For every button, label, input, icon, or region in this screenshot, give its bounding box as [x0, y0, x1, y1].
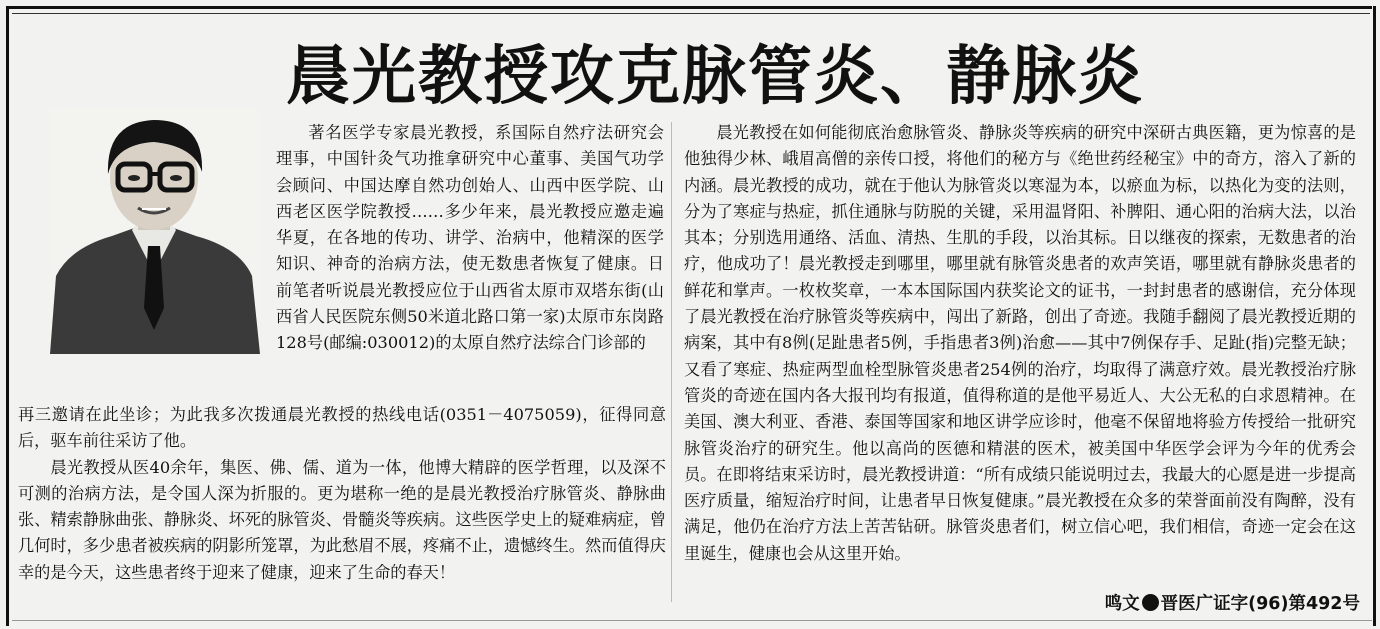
frame-left-border — [6, 6, 9, 626]
frame-inner-rule — [12, 13, 1370, 14]
intro-paragraph — [276, 120, 664, 357]
registration-line — [1040, 590, 1360, 618]
frame-top-border — [6, 6, 1372, 9]
right-column — [684, 120, 1356, 567]
left-column-lower — [18, 402, 666, 586]
column-divider — [671, 122, 672, 602]
intro-text: 著名医学专家晨光教授，系国际自然疗法研究会理事，中国针灸气功推拿研究中心董事、美国气功学会顾问、中国达摩自然功创始人、山西中医学院、山西老区医学院教授……多少年来，晨光教授应邀走遍华夏，在各地的传功、讲学、治病中，他精深的医学知识、神奇的治病方法，使无数患者恢复了健康。日前笔者听说晨光教授应位于山西省太原市双塔东街(山西省人民医院东侧50米道北路口第一家)太原市东岗路128号(邮编:030012)的太原自然疗法综合门诊部的 — [276, 123, 664, 353]
portrait-photo — [50, 108, 260, 354]
frame-right-border — [1373, 6, 1376, 626]
paragraph-two: 晨光教授从医40余年，集医、佛、儒、道为一体，他博大精辟的医学哲理，以及深不可测的治病方法，是令国人深为折服的。更为堪称一绝的是晨光教授治疗脉管炎、静脉曲张、精索静脉曲张、静脉炎、坏死的脉管炎、骨髓炎等疾病。这些医学史上的疑难病症，曾几何时，多少患者被疾病的阴影所笼罩，为此愁眉不展，疼痛不止，遗憾终生。然而值得庆幸的是今天，这些患者终于迎来了健康，迎来了生命的春天！ — [18, 457, 666, 582]
bottom-rule — [12, 620, 1372, 621]
right-column-text: 晨光教授在如何能彻底治愈脉管炎、静脉炎等疾病的研究中深研古典医籍，更为惊喜的是他独得少林、峨眉高僧的亲传口授，将他们的秘方与《绝世药经秘宝》中的奇方，溶入了新的内涵。晨光教授的成功，就在于他认为脉管炎以寒湿为本，以瘀血为标，以热化为变的法则，分为了寒症与热症，抓住通脉与防脱的关键，采用温肾阳、补脾阳、通心阳的治病大法，以治其本；分别选用通络、活血、清热、生肌的手段，以治其标。日以继夜的探索，无数患者的治疗，他成功了！晨光教授走到哪里，哪里就有脉管炎患者的欢声笑语，哪里就有静脉炎患者的鲜花和掌声。一枚枚奖章，一本本国际国内获奖论文的证书，一封封患者的感谢信，充分体现了晨光教授在治疗脉管炎等疾病中，闯出了新路，创出了奇迹。我随手翻阅了晨光教授近期的病案，其中有8例(足趾患者5例，手指患者3例)治愈——其中7例保存手、足趾(指)完整无缺；又看了寒症、热症两型血栓型脉管炎患者254例的治疗，均取得了满意疗效。晨光教授治疗脉管炎的奇迹在国内各大报刊均有报道，值得称道的是他平易近人、大公无私的白求恩精神。在美国、澳大利亚、香港、泰国等国家和地区讲学应诊时，他毫不保留地将验方传授给一批研究脉管炎治疗的研究生。他以高尚的医德和精湛的医术，被美国中华医学会评为今年的优秀会员。在即将结束采访时，晨光教授讲道：“所有成绩只能说明过去，我最大的心愿是进一步提高医疗质量，缩短治疗时间，让患者早日恢复健康。”晨光教授在众多的荣誉面前没有陶醉，没有满足，他仍在治疗方法上苦苦钻研。脉管炎患者们，树立信心吧，我们相信，奇迹一定会在这里诞生，健康也会从这里开始。 — [684, 123, 1356, 563]
ad-license-number: 晋医广证字(96)第492号 — [1160, 594, 1360, 614]
intro-continuation: 再三邀请在此坐诊；为此我多次拨通晨光教授的热线电话(0351－4075059)，征得同意后，驱车前往采访了他。 — [18, 405, 666, 451]
bullet-dot-icon — [1142, 594, 1159, 611]
author-name: 鸣文 — [1104, 594, 1140, 614]
article-headline: 晨光教授攻克脉管炎、静脉炎 — [286, 40, 1144, 114]
